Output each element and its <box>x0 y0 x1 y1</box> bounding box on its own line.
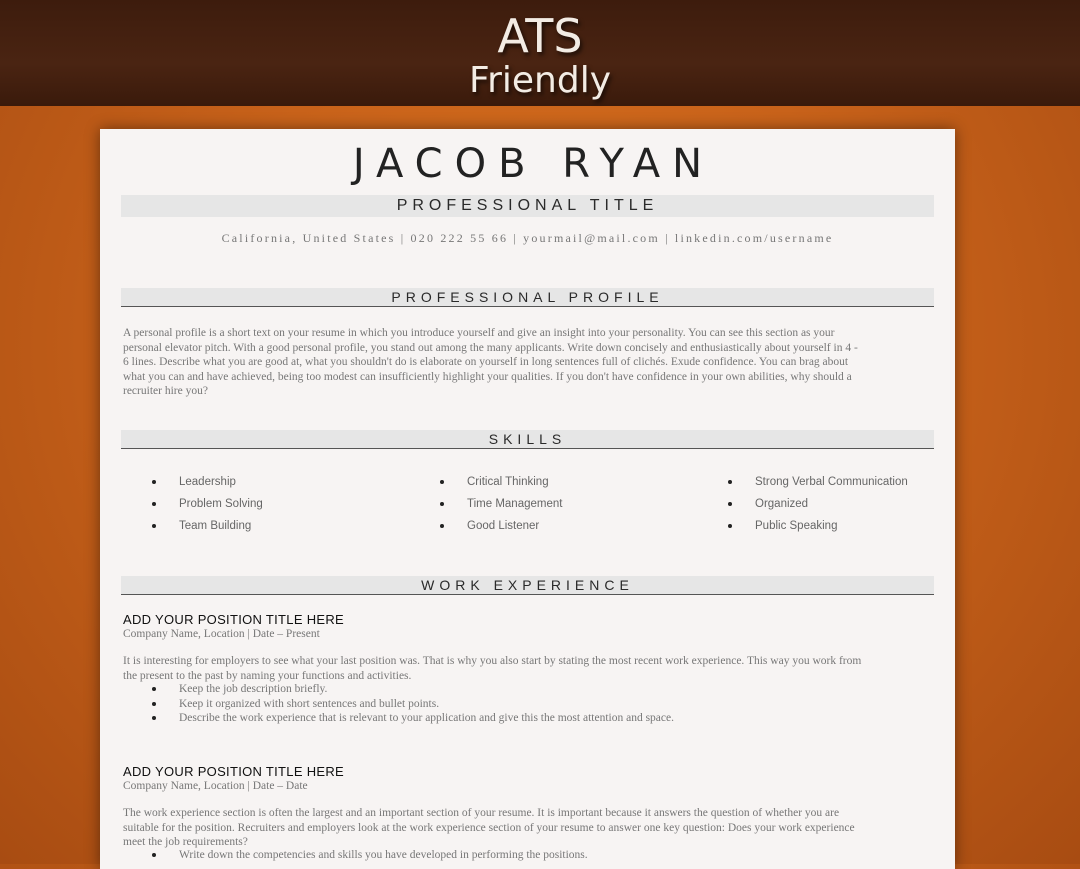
job-description-line: It is interesting for employers to see what your last position was. That is why you also start by stating the most recent work experience. This way you work from <box>123 655 862 667</box>
skill-item: Problem Solving <box>152 493 372 515</box>
bullet-icon <box>152 716 156 720</box>
job-bullet: Keep the job description briefly. <box>152 682 932 697</box>
skill-item: Team Building <box>152 515 372 537</box>
bullet-icon <box>152 687 156 691</box>
job-description <box>123 654 931 683</box>
job-description <box>123 806 931 850</box>
job-description-line: meet the job requirements? <box>123 836 248 848</box>
section-header-profile: PROFESSIONAL PROFILE <box>121 288 934 307</box>
skill-item: Public Speaking <box>728 515 948 537</box>
section-header-experience: WORK EXPERIENCE <box>121 576 934 595</box>
profile-line: recruiter hire you? <box>123 385 208 397</box>
skills-column <box>440 471 660 537</box>
contact-line: California, United States | 020 222 55 66 | yourmail@mail.com | linkedin.com/username <box>221 231 834 245</box>
resume-page <box>100 129 955 869</box>
bullet-icon <box>728 524 732 528</box>
professional-title: PROFESSIONAL TITLE <box>121 195 934 217</box>
bullet-icon <box>152 702 156 706</box>
job-description-line: The work experience section is often the largest and an important section of your resume. It is important because it answers the question of whether you are <box>123 807 840 819</box>
bullet-icon <box>152 524 156 528</box>
skill-item: Strong Verbal Communication <box>728 471 948 493</box>
resume-name: JACOB RYAN <box>352 141 715 187</box>
skills-column <box>152 471 372 537</box>
profile-line: personal elevator pitch. With a good personal profile, you stand out among the many applicants. Write down concisely and enthusiastically about yourself in 4 - <box>123 341 858 354</box>
job-meta: Company Name, Location | Date – Date <box>123 780 308 792</box>
job-title: ADD YOUR POSITION TITLE HERE <box>123 612 345 627</box>
bullet-icon <box>152 502 156 506</box>
bullet-icon <box>728 502 732 506</box>
promo-banner <box>0 0 1080 106</box>
skill-item: Time Management <box>440 493 660 515</box>
skills-column <box>728 471 948 537</box>
job-meta: Company Name, Location | Date – Present <box>123 628 320 640</box>
banner-heading: ATS <box>497 9 583 63</box>
profile-line: 6 lines. Describe what you are good at, what you shouldn't do is elaborate on yourself in long sentences full of clichés. Exude confidence. You can brag about <box>123 356 849 368</box>
section-header-skills: SKILLS <box>121 430 934 449</box>
skill-item: Leadership <box>152 471 372 493</box>
profile-line: A personal profile is a short text on your resume in which you introduce yourself and give an insight into your personality. You can see this section as your <box>123 327 835 339</box>
job-bullet: Write down the competencies and skills you have developed in performing the positions. <box>152 848 932 863</box>
job-title: ADD YOUR POSITION TITLE HERE <box>123 764 345 779</box>
bullet-icon <box>728 480 732 484</box>
bullet-icon <box>440 502 444 506</box>
profile-line: what you can and have achieved, being too modest can insufficiently highlight your qualities. If you don't have confidence in your own abilities, why should a <box>123 370 852 383</box>
banner-subheading: Friendly <box>468 60 611 101</box>
bullet-icon <box>440 524 444 528</box>
bullet-icon <box>152 853 156 857</box>
skill-item: Critical Thinking <box>440 471 660 493</box>
job-bullets <box>152 848 932 863</box>
bullet-icon <box>152 480 156 484</box>
job-description-line: suitable for the position. Recruiters and employers look at the work experience section of your resume to answer one key question: Does your work experience <box>123 821 855 834</box>
profile-text <box>123 326 931 399</box>
skill-item: Good Listener <box>440 515 660 537</box>
job-bullets <box>152 682 932 726</box>
job-bullet: Describe the work experience that is relevant to your application and give this the most attention and space. <box>152 711 932 726</box>
job-description-line: the present to the past by naming your functions and activities. <box>123 669 412 682</box>
job-bullet: Keep it organized with short sentences and bullet points. <box>152 697 932 712</box>
skill-item: Organized <box>728 493 948 515</box>
bullet-icon <box>440 480 444 484</box>
